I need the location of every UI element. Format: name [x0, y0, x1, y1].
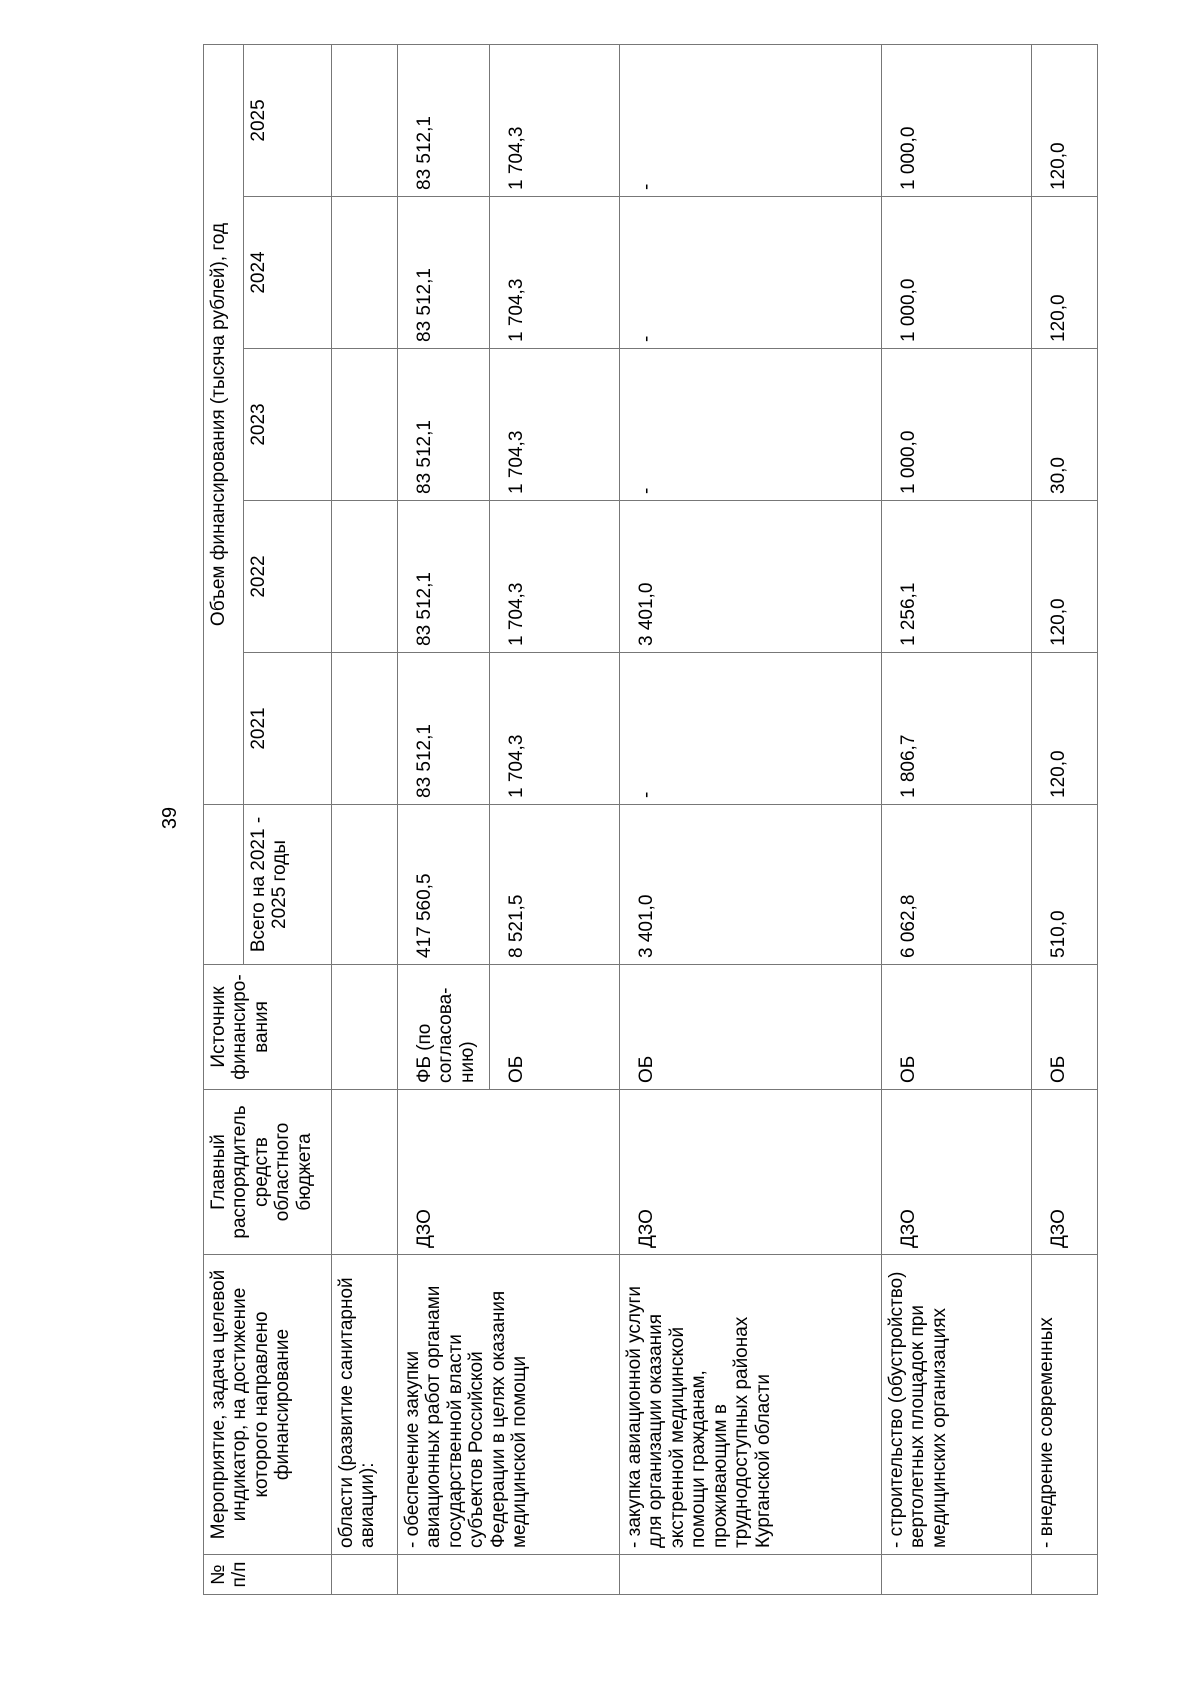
cell-value	[332, 197, 398, 349]
header-year-2025: 2025	[244, 44, 332, 196]
cell-total: 6 062,8	[882, 805, 1032, 965]
cell-source: ОБ	[1032, 965, 1098, 1090]
header-total: Всего на 2021 - 2025 годы	[244, 805, 332, 965]
cell-value	[332, 501, 398, 653]
header-num: № п/п	[204, 1555, 332, 1595]
cell-num	[620, 1555, 882, 1595]
cell-num	[332, 1555, 398, 1595]
cell-value: 83 512,1	[398, 653, 490, 805]
header-year-2023: 2023	[244, 349, 332, 501]
cell-value: 120,0	[1032, 653, 1098, 805]
cell-value: 120,0	[1032, 44, 1098, 196]
cell-total: 510,0	[1032, 805, 1098, 965]
cell-total: 8 521,5	[490, 805, 620, 965]
cell-value: 83 512,1	[398, 44, 490, 196]
cell-manager: ДЗО	[398, 1090, 620, 1255]
header-row-top	[204, 44, 244, 1594]
cell-total: 3 401,0	[620, 805, 882, 965]
cell-value	[332, 349, 398, 501]
cell-manager: ДЗО	[620, 1090, 882, 1255]
cell-value: 1 806,7	[882, 653, 1032, 805]
cell-value: 1 000,0	[882, 197, 1032, 349]
header-year-2021: 2021	[244, 653, 332, 805]
funding-table	[203, 44, 1098, 1595]
table-row	[332, 44, 398, 1594]
cell-value: -	[620, 653, 882, 805]
cell-value	[332, 653, 398, 805]
cell-total	[332, 805, 398, 965]
cell-event: - закупка авиационной услуги для организации оказания экстренной медицинской помощи гражданам, проживающим в труднодоступных районах Курганской области	[620, 1255, 882, 1555]
cell-value: 83 512,1	[398, 197, 490, 349]
header-year-2024: 2024	[244, 197, 332, 349]
header-year-2022: 2022	[244, 501, 332, 653]
cell-manager: ДЗО	[1032, 1090, 1098, 1255]
cell-value: 1 256,1	[882, 501, 1032, 653]
cell-value: 1 704,3	[490, 197, 620, 349]
cell-value: 83 512,1	[398, 501, 490, 653]
header-source: Источник финансиро-вания	[204, 965, 332, 1090]
header-event: Мероприятие, задача целевой индикатор, на достижение которого направлено финансирование	[204, 1255, 332, 1555]
cell-source: ФБ (по согласова-нию)	[398, 965, 490, 1090]
cell-value	[332, 44, 398, 196]
cell-value: 120,0	[1032, 501, 1098, 653]
cell-value: -	[620, 197, 882, 349]
table-row	[620, 44, 882, 1594]
cell-total: 417 560,5	[398, 805, 490, 965]
cell-value: 1 704,3	[490, 501, 620, 653]
header-volume: Объем финансирования (тысяча рублей), год	[204, 44, 244, 804]
cell-manager: ДЗО	[882, 1090, 1032, 1255]
funding-table-rotated	[203, 45, 1143, 1595]
cell-event: - внедрение современных	[1032, 1255, 1098, 1555]
page-number: 39	[159, 806, 181, 830]
cell-event: - обеспечение закупки авиационных работ органами государственной власти субъектов Российской Федерации в целях оказания медицинской помощи	[398, 1255, 620, 1555]
cell-num	[1032, 1555, 1098, 1595]
cell-value: -	[620, 349, 882, 501]
cell-event: - строительство (обустройство) вертолетных площадок при медицинских организациях	[882, 1255, 1032, 1555]
cell-source	[332, 965, 398, 1090]
cell-value: -	[620, 44, 882, 196]
cell-value: 1 704,3	[490, 653, 620, 805]
cell-value: 1 704,3	[490, 349, 620, 501]
cell-num	[398, 1555, 620, 1595]
cell-manager	[332, 1090, 398, 1255]
cell-value: 1 000,0	[882, 349, 1032, 501]
cell-source: ОБ	[882, 965, 1032, 1090]
table-row	[398, 44, 490, 1594]
table-row	[882, 44, 1032, 1594]
cell-value: 3 401,0	[620, 501, 882, 653]
cell-value: 120,0	[1032, 197, 1098, 349]
table-row	[1032, 44, 1098, 1594]
cell-num	[882, 1555, 1032, 1595]
cell-event: области (развитие санитарной авиации):	[332, 1255, 398, 1555]
cell-value: 1 704,3	[490, 44, 620, 196]
cell-source: ОБ	[620, 965, 882, 1090]
cell-value: 83 512,1	[398, 349, 490, 501]
cell-value: 30,0	[1032, 349, 1098, 501]
header-empty	[204, 805, 244, 965]
cell-value: 1 000,0	[882, 44, 1032, 196]
header-manager: Главный распорядитель средств областного бюджета	[204, 1090, 332, 1255]
cell-source: ОБ	[490, 965, 620, 1090]
